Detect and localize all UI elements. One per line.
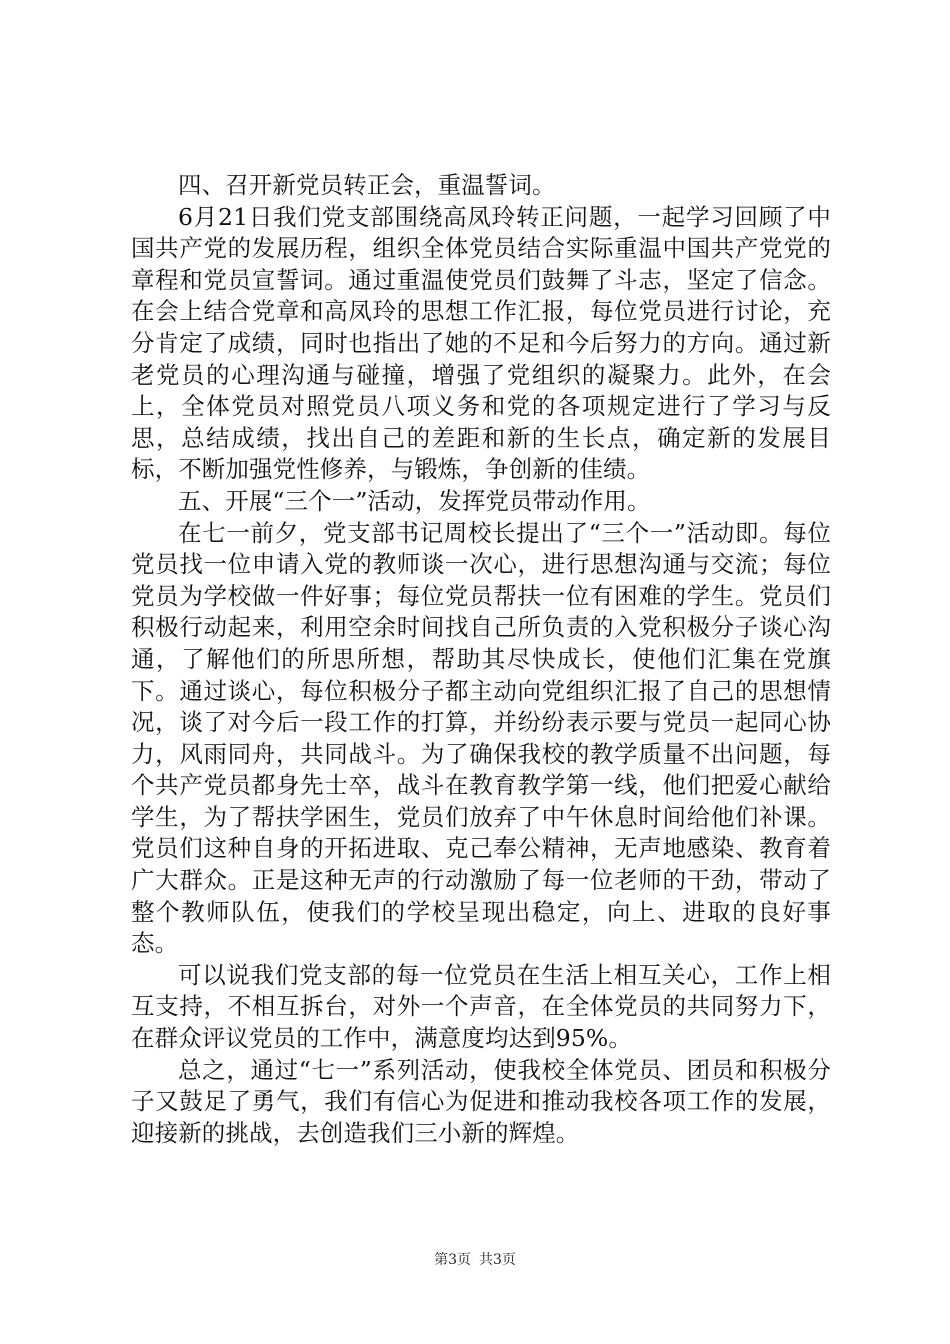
section-heading-5: 五、开展“三个一”活动，发挥党员带动作用。: [178, 486, 651, 515]
paragraph-conclusion: 总之，通过“七一”系列活动，使我校全体党员、团员和积极分子又鼓足了勇气，我们有信心为促进和推动我校各项工作的发展，迎接新的挑战，去创造我们三小新的辉煌。: [131, 1055, 831, 1147]
paragraph-mutual-support: 可以说我们党支部的每一位党员在生活上相互关心，工作上相互支持，不相互拆台，对外一个声音，在全体党员的共同努力下，在群众评议党员的工作中，满意度均达到95%。: [131, 960, 831, 1053]
section-heading-4: 四、召开新党员转正会，重温誓词。: [178, 171, 556, 199]
paragraph-three-ones-activity: 在七一前夕，党支部书记周校长提出了“三个一”活动即。每位党员找一位申请入党的教师谈一次心，进行思想沟通与交流；每位党员为学校做一件好事；每位党员帮扶一位有困难的学生。党员们积极行动起来，利用空余时间找自己所负责的入党积极分子谈心沟通，了解他们的所思所想，帮助其尽快成长，使他们汇集在党旗下。通过谈心，每位积极分子都主动向党组织汇报了自己的思想情况，谈了对今后一段工作的打算，并纷纷表示要与党员一起同心协力，风雨同舟，共同战斗。为了确保我校的教学质量不出问题，每个共产党员都身先士卒，战斗在教育教学第一线，他们把爱心献给学生，为了帮扶学困生，党员们放弃了中午休息时间给他们补课。党员们这种自身的开拓进取、克己奉公精神，无声地感染、教育着广大群众。正是这种无声的行动激励了每一位老师的干劲，带动了整个教师队伍，使我们的学校呈现出稳定，向上、进取的良好事态。: [131, 518, 831, 958]
document-body: [131, 170, 831, 1149]
page-footer: [0, 1250, 950, 1270]
page-number: 第3页: [434, 1252, 471, 1268]
page-total: 共3页: [479, 1252, 516, 1268]
paragraph-probation-meeting: 6月21日我们党支部围绕高凤玲转正问题，一起学习回顾了中国共产党的发展历程，组织全体党员结合实际重温中国共产党党的章程和党员宣誓词。通过重温使党员们鼓舞了斗志，坚定了信念。在会上结合党章和高凤玲的思想工作汇报，每位党员进行讨论，充分肯定了成绩，同时也指出了她的不足和今后努力的方向。通过新老党员的心理沟通与碰撞，增强了党组织的凝聚力。此外，在会上，全体党员对照党员八项义务和党的各项规定进行了学习与反思，总结成绩，找出自己的差距和新的生长点，确定新的发展目标，不断加强党性修养，与锻炼，争创新的佳绩。: [131, 202, 831, 484]
